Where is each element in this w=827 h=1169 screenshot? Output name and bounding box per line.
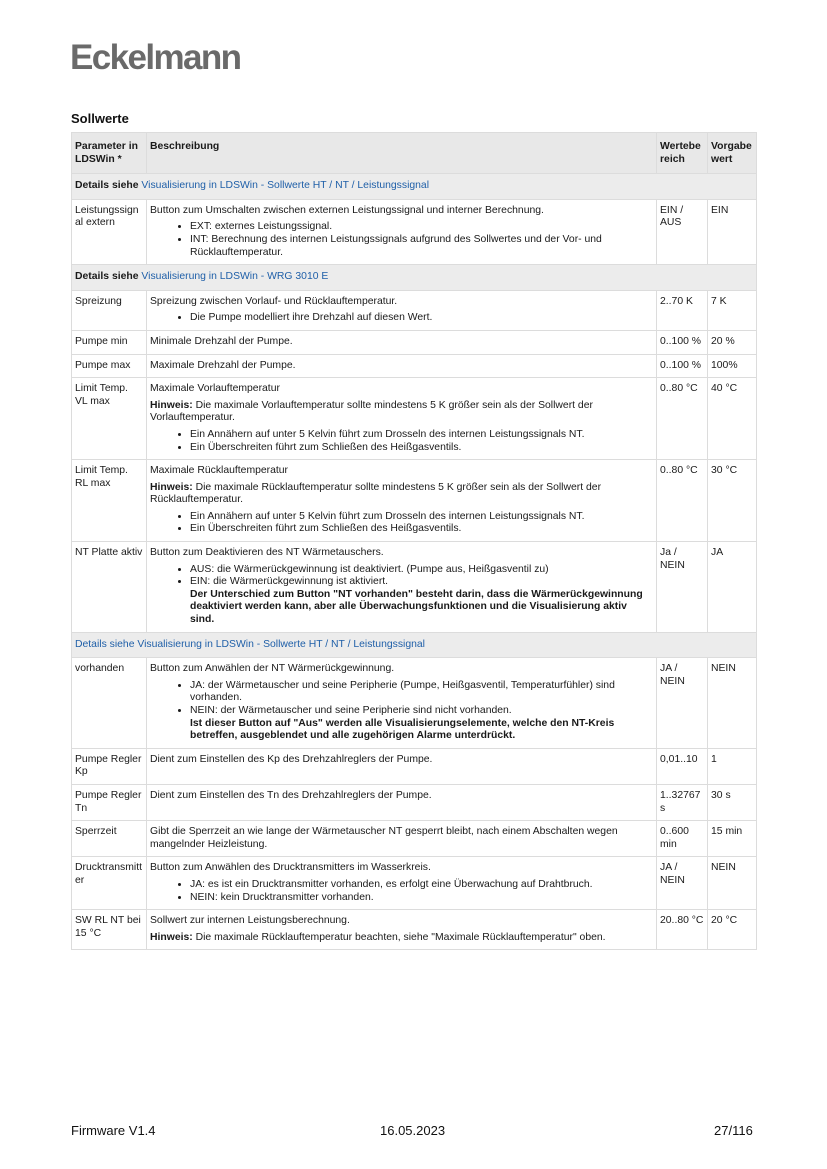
range-cell: 0,01..10 [657, 748, 708, 784]
list-item: • Die Pumpe modelliert ihre Drehzahl auf diesen Wert. [190, 312, 653, 325]
list-item: • AUS: die Wärmerückgewinnung ist deaktiviert. (Pumpe aus, Heißgasventil zu) [190, 564, 653, 577]
list-item-text: EIN: die Wärmerückgewinnung ist aktiviert. [190, 576, 389, 588]
default-cell: 40 °C [708, 378, 757, 460]
details-link[interactable]: Visualisierung in LDSWin - Sollwerte HT / NT / Leistungssignal [141, 180, 430, 192]
table-row [72, 378, 757, 460]
table-row [72, 330, 757, 354]
list-item [190, 705, 653, 743]
list-item: • JA: der Wärmetauscher und seine Peripherie (Pumpe, Heißgasventil, Temperaturfühler) sind vorhanden. [190, 680, 653, 705]
list-item: • Ein Überschreiten führt zum Schließen des Heißgasventils. [190, 523, 653, 536]
range-cell: JA / NEIN [657, 857, 708, 910]
group-row [72, 174, 757, 200]
list-item: • Ein Annähern auf unter 5 Kelvin führt zum Drosseln des internen Leistungssignals NT. [190, 429, 653, 442]
default-cell: 20 % [708, 330, 757, 354]
range-cell: 0..100 % [657, 330, 708, 354]
param-cell: Leistungssignal extern [72, 199, 147, 264]
list-item-text: NEIN: der Wärmetauscher und seine Peripherie sind nicht vorhanden. [190, 705, 512, 716]
list-item: • INT: Berechnung des internen Leistungssignals aufgrund des Sollwertes und der Vor- und Rücklauftemperatur. [190, 234, 653, 259]
default-cell: NEIN [708, 857, 757, 910]
col-header-range: Wertebereich [657, 133, 708, 174]
default-cell: 30 s [708, 784, 757, 820]
desc-cell [147, 290, 657, 330]
group-label: Details siehe [75, 180, 139, 192]
range-cell: 0..80 °C [657, 460, 708, 542]
list-item: • EXT: externes Leistungssignal. [190, 221, 653, 234]
range-cell: 2..70 K [657, 290, 708, 330]
default-cell: 20 °C [708, 910, 757, 950]
param-cell: NT Platte aktiv [72, 542, 147, 633]
list-item [190, 576, 653, 626]
param-cell: Pumpe Regler Kp [72, 748, 147, 784]
default-cell: 7 K [708, 290, 757, 330]
desc-cell: Dient zum Einstellen des Tn des Drehzahlreglers der Pumpe. [147, 784, 657, 820]
bold-note: Der Unterschied zum Button "NT vorhanden" besteht darin, dass die Wärmerückgewinnung deaktiviert werden kann, aber alle Überwachungsfunktionen und die Visualisierung aktiv sind. [190, 588, 643, 626]
bold-note: Ist dieser Button auf "Aus" werden alle Visualisierungselemente, welche den NT-Kreis betreffen, ausgeblendet und alle zugehörigen Alarme unterdrückt. [190, 717, 615, 742]
details-link[interactable]: Visualisierung in LDSWin - WRG 3010 E [141, 271, 329, 283]
footer-page-number: 27/116 [714, 1123, 753, 1138]
desc-text: Button zum Umschalten zwischen externen Leistungssignal und interner Berechnung. [150, 204, 544, 216]
range-cell: 0..80 °C [657, 378, 708, 460]
desc-cell [147, 542, 657, 633]
default-cell: 15 min [708, 821, 757, 857]
default-cell: 1 [708, 748, 757, 784]
bullet-list [150, 879, 653, 904]
desc-cell [147, 658, 657, 749]
desc-cell [147, 378, 657, 460]
table-row [72, 748, 757, 784]
table-row [72, 542, 757, 633]
desc-cell: Maximale Drehzahl der Pumpe. [147, 354, 657, 378]
range-cell: 1..32767 s [657, 784, 708, 820]
bullet-list [150, 221, 653, 259]
group-cell [72, 174, 757, 200]
desc-cell [147, 857, 657, 910]
hint-text [150, 932, 653, 945]
desc-cell: Dient zum Einstellen des Kp des Drehzahlreglers der Pumpe. [147, 748, 657, 784]
default-cell: JA [708, 542, 757, 633]
param-cell: Pumpe min [72, 330, 147, 354]
desc-cell [147, 199, 657, 264]
param-cell: SW RL NT bei 15 °C [72, 910, 147, 950]
default-cell: EIN [708, 199, 757, 264]
list-item: • JA: es ist ein Drucktransmitter vorhanden, es erfolgt eine Überwachung auf Drahtbruch. [190, 879, 653, 892]
desc-cell [147, 460, 657, 542]
range-cell: Ja / NEIN [657, 542, 708, 633]
range-cell: JA / NEIN [657, 658, 708, 749]
group-row [72, 265, 757, 291]
table-row [72, 821, 757, 857]
range-cell: 20..80 °C [657, 910, 708, 950]
table-row [72, 290, 757, 330]
bullet-list [150, 680, 653, 743]
table-row [72, 857, 757, 910]
hint-label: Hinweis: [150, 399, 193, 411]
bullet-list [150, 429, 653, 454]
bullet-list [150, 511, 653, 536]
hint-body: Die maximale Rücklauftemperatur beachten, siehe "Maximale Rücklauftemperatur" oben. [195, 931, 606, 943]
desc-text: Button zum Anwählen der NT Wärmerückgewinnung. [150, 663, 395, 675]
desc-cell: Minimale Drehzahl der Pumpe. [147, 330, 657, 354]
table-row [72, 354, 757, 378]
table-row [72, 784, 757, 820]
hint-body: Die maximale Vorlauftemperatur sollte mindestens 5 K größer sein als der Sollwert der Vorlauftemperatur. [150, 399, 593, 424]
group-cell [72, 632, 757, 658]
range-cell: 0..100 % [657, 354, 708, 378]
section-title: Sollwerte [71, 111, 129, 126]
table-row [72, 910, 757, 950]
footer-date: 16.05.2023 [380, 1123, 446, 1138]
col-header-description: Beschreibung [147, 133, 657, 174]
table-row [72, 658, 757, 749]
desc-text: Button zum Anwählen des Drucktransmitters im Wasserkreis. [150, 862, 431, 874]
param-cell: Limit Temp. VL max [72, 378, 147, 460]
hint-text [150, 400, 653, 425]
table-row [72, 199, 757, 264]
default-cell: 100% [708, 354, 757, 378]
param-cell: Sperrzeit [72, 821, 147, 857]
table-header-row [72, 133, 757, 174]
param-cell: vorhanden [72, 658, 147, 749]
col-header-parameter: Parameter in LDSWin * [72, 133, 147, 174]
hint-label: Hinweis: [150, 931, 193, 943]
group-row [72, 632, 757, 658]
desc-text: Maximale Rücklauftemperatur [150, 465, 289, 477]
range-cell: 0..600 min [657, 821, 708, 857]
param-cell: Pumpe max [72, 354, 147, 378]
hint-label: Hinweis: [150, 481, 193, 493]
desc-text: Spreizung zwischen Vorlauf- und Rücklauftemperatur. [150, 295, 398, 307]
list-item: • Ein Annähern auf unter 5 Kelvin führt zum Drosseln des internen Leistungssignals NT. [190, 511, 653, 524]
list-item: • Ein Überschreiten führt zum Schließen des Heißgasventils. [190, 442, 653, 455]
group-cell [72, 265, 757, 291]
group-label: Details siehe [75, 271, 139, 283]
desc-cell [147, 910, 657, 950]
details-link[interactable]: Details siehe Visualisierung in LDSWin - Sollwerte HT / NT / Leistungssignal [75, 638, 425, 650]
footer-firmware: Firmware V1.4 [71, 1123, 156, 1138]
param-cell: Limit Temp. RL max [72, 460, 147, 542]
desc-text: Sollwert zur internen Leistungsberechnung. [150, 915, 350, 927]
hint-text [150, 482, 653, 507]
bullet-list [150, 564, 653, 627]
col-header-default: Vorgabewert [708, 133, 757, 174]
eckelmann-logo: Eckelmann [70, 38, 241, 77]
desc-text: Maximale Vorlauftemperatur [150, 383, 280, 395]
param-cell: Pumpe Regler Tn [72, 784, 147, 820]
hint-body: Die maximale Rücklauftemperatur sollte mindestens 5 K größer sein als der Sollwert der Rücklauftemperatur. [150, 481, 602, 506]
desc-cell: Gibt die Sperrzeit an wie lange der Wärmetauscher NT gesperrt bleibt, nach einem Abschalten wegen mangelnder Heizleistung. [147, 821, 657, 857]
bullet-list [150, 312, 653, 325]
list-item: • NEIN: kein Drucktransmitter vorhanden. [190, 892, 653, 905]
setpoints-table [71, 132, 757, 950]
default-cell: NEIN [708, 658, 757, 749]
param-cell: Spreizung [72, 290, 147, 330]
desc-text: Button zum Deaktivieren des NT Wärmetauschers. [150, 547, 384, 559]
param-cell: Drucktransmitter [72, 857, 147, 910]
range-cell: EIN / AUS [657, 199, 708, 264]
default-cell: 30 °C [708, 460, 757, 542]
table-row [72, 460, 757, 542]
